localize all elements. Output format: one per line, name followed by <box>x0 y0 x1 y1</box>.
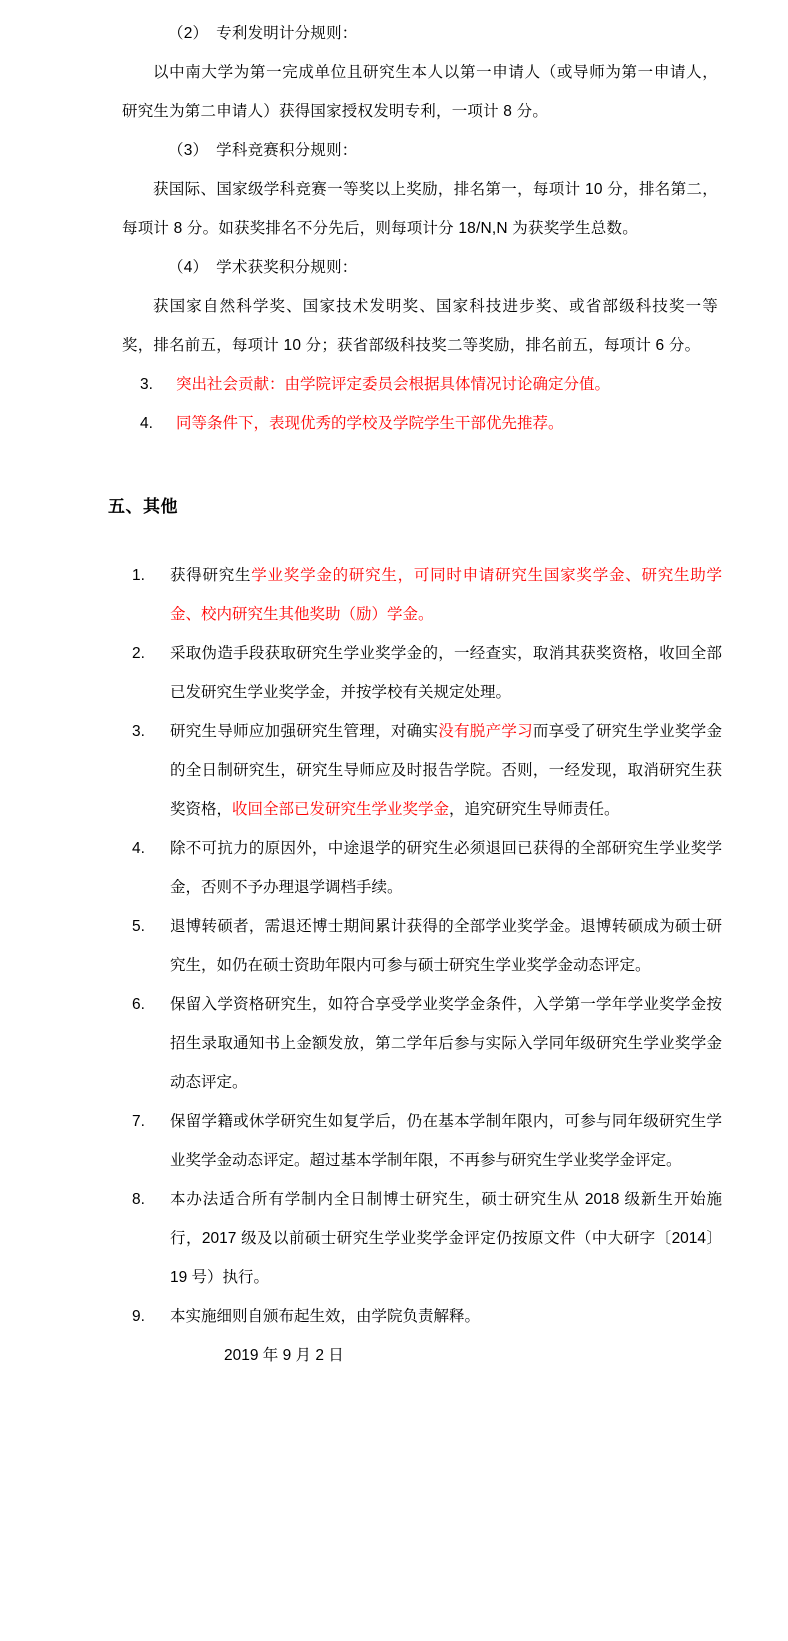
list-marker: 5. <box>132 918 145 935</box>
list-item <box>0 985 788 1102</box>
list-marker: 7. <box>132 1113 145 1130</box>
list-marker: 1. <box>132 567 145 584</box>
top-spacer <box>0 0 788 14</box>
rule-4-body: 获国家自然科学奖、国家技术发明奖、国家科技进步奖、或省部级科技奖一等奖，排名前五，每项计 10 分；获省部级科技奖二等奖励，排名前五，每项计 6 分。 <box>122 298 718 354</box>
list-item <box>0 712 788 829</box>
list-item-text: 本实施细则自颁布起生效，由学院负责解释。 <box>170 1308 481 1325</box>
list-marker: 2. <box>132 645 145 662</box>
heading-spacer <box>0 443 788 487</box>
list-item <box>0 556 788 634</box>
list-item-text: 采取伪造手段获取研究生学业奖学金的，一经查实，取消其获奖资格，收回全部已发研究生学业奖学金，并按学校有关规定处理。 <box>170 645 722 701</box>
list-marker: 8. <box>132 1191 145 1208</box>
list-marker: 9. <box>132 1308 145 1325</box>
list-item <box>0 829 788 907</box>
rules-numbered-list <box>0 365 788 443</box>
list-item-text: 退博转硕者，需退还博士期间累计获得的全部学业奖学金。退博转硕成为硕士研究生，如仍在硕士资助年限内可参与硕士研究生学业奖学金动态评定。 <box>170 918 722 974</box>
list-item-text: 除不可抗力的原因外，中途退学的研究生必须退回已获得的全部研究生学业奖学金，否则不予办理退学调档手续。 <box>170 840 722 896</box>
section-heading-other: 五、其他 <box>108 497 178 516</box>
list-item-text: 保留学籍或休学研究生如复学后，仍在基本学制年限内，可参与同年级研究生学业奖学金动态评定。超过基本学制年限，不再参与研究生学业奖学金评定。 <box>170 1113 722 1169</box>
other-section-list <box>0 556 788 1336</box>
text-segment: 而享受了研究生学业奖学金的全日制研究生，研究生导师应及时报告学院。否则，一经发现，取消研究生获奖资格， <box>170 723 722 818</box>
text-segment: ，追究研究生导师责任。 <box>449 801 620 818</box>
list-item <box>0 1102 788 1180</box>
list-marker: 4. <box>132 840 145 857</box>
list-marker: 3. <box>132 723 145 740</box>
list-item-text <box>170 723 722 818</box>
list-item <box>0 404 788 443</box>
text-segment: 研究生导师应加强研究生管理，对确实 <box>170 723 439 740</box>
rule-3-body: 获国际、国家级学科竞赛一等奖以上奖励，排名第一，每项计 10 分，排名第二，每项计 8 分。如获奖排名不分先后，则每项计分 18/N,N 为获奖学生总数。 <box>122 181 718 237</box>
list-item <box>0 907 788 985</box>
list-marker: 4. <box>140 415 153 432</box>
rule-3-label: （3） 学科竞赛积分规则： <box>168 142 358 159</box>
list-item-text <box>170 567 722 623</box>
list-item <box>0 1297 788 1336</box>
list-marker: 3. <box>140 376 153 393</box>
text-segment-highlight: 收回全部已发研究生学业奖学金 <box>232 801 450 818</box>
text-segment-highlight: 没有脱产学习 <box>438 723 533 740</box>
list-item-text: 同等条件下，表现优秀的学校及学院学生干部优先推荐。 <box>176 415 564 432</box>
list-marker: 6. <box>132 996 145 1013</box>
post-heading-spacer <box>0 526 788 556</box>
list-item <box>0 365 788 404</box>
document-date: 2019 年 9 月 2 日 <box>224 1347 344 1364</box>
rule-4-label: （4） 学术获奖积分规则： <box>168 259 358 276</box>
list-item-text: 保留入学资格研究生，如符合享受学业奖学金条件，入学第一学年学业奖学金按招生录取通知书上金额发放，第二学年后参与实际入学同年级研究生学业奖学金动态评定。 <box>170 996 722 1091</box>
list-item-text: 本办法适合所有学制内全日制博士研究生，硕士研究生从 2018 级新生开始施行，2017 级及以前硕士研究生学业奖学金评定仍按原文件（中大研字〔2014〕19 号）执行。 <box>170 1191 722 1286</box>
rule-2-body: 以中南大学为第一完成单位且研究生本人以第一申请人（或导师为第一申请人，研究生为第二申请人）获得国家授权发明专利，一项计 8 分。 <box>122 64 718 120</box>
rule-2-label: （2） 专利发明计分规则： <box>168 25 358 42</box>
list-item-text: 突出社会贡献：由学院评定委员会根据具体情况讨论确定分值。 <box>176 376 611 393</box>
text-segment-highlight: 学业奖学金的研究生，可同时申请研究生国家奖学金、研究生助学金、校内研究生其他奖助（励）学金。 <box>170 567 722 623</box>
list-item <box>0 634 788 712</box>
list-item <box>0 1180 788 1297</box>
text-segment: 获得研究生 <box>170 567 252 584</box>
